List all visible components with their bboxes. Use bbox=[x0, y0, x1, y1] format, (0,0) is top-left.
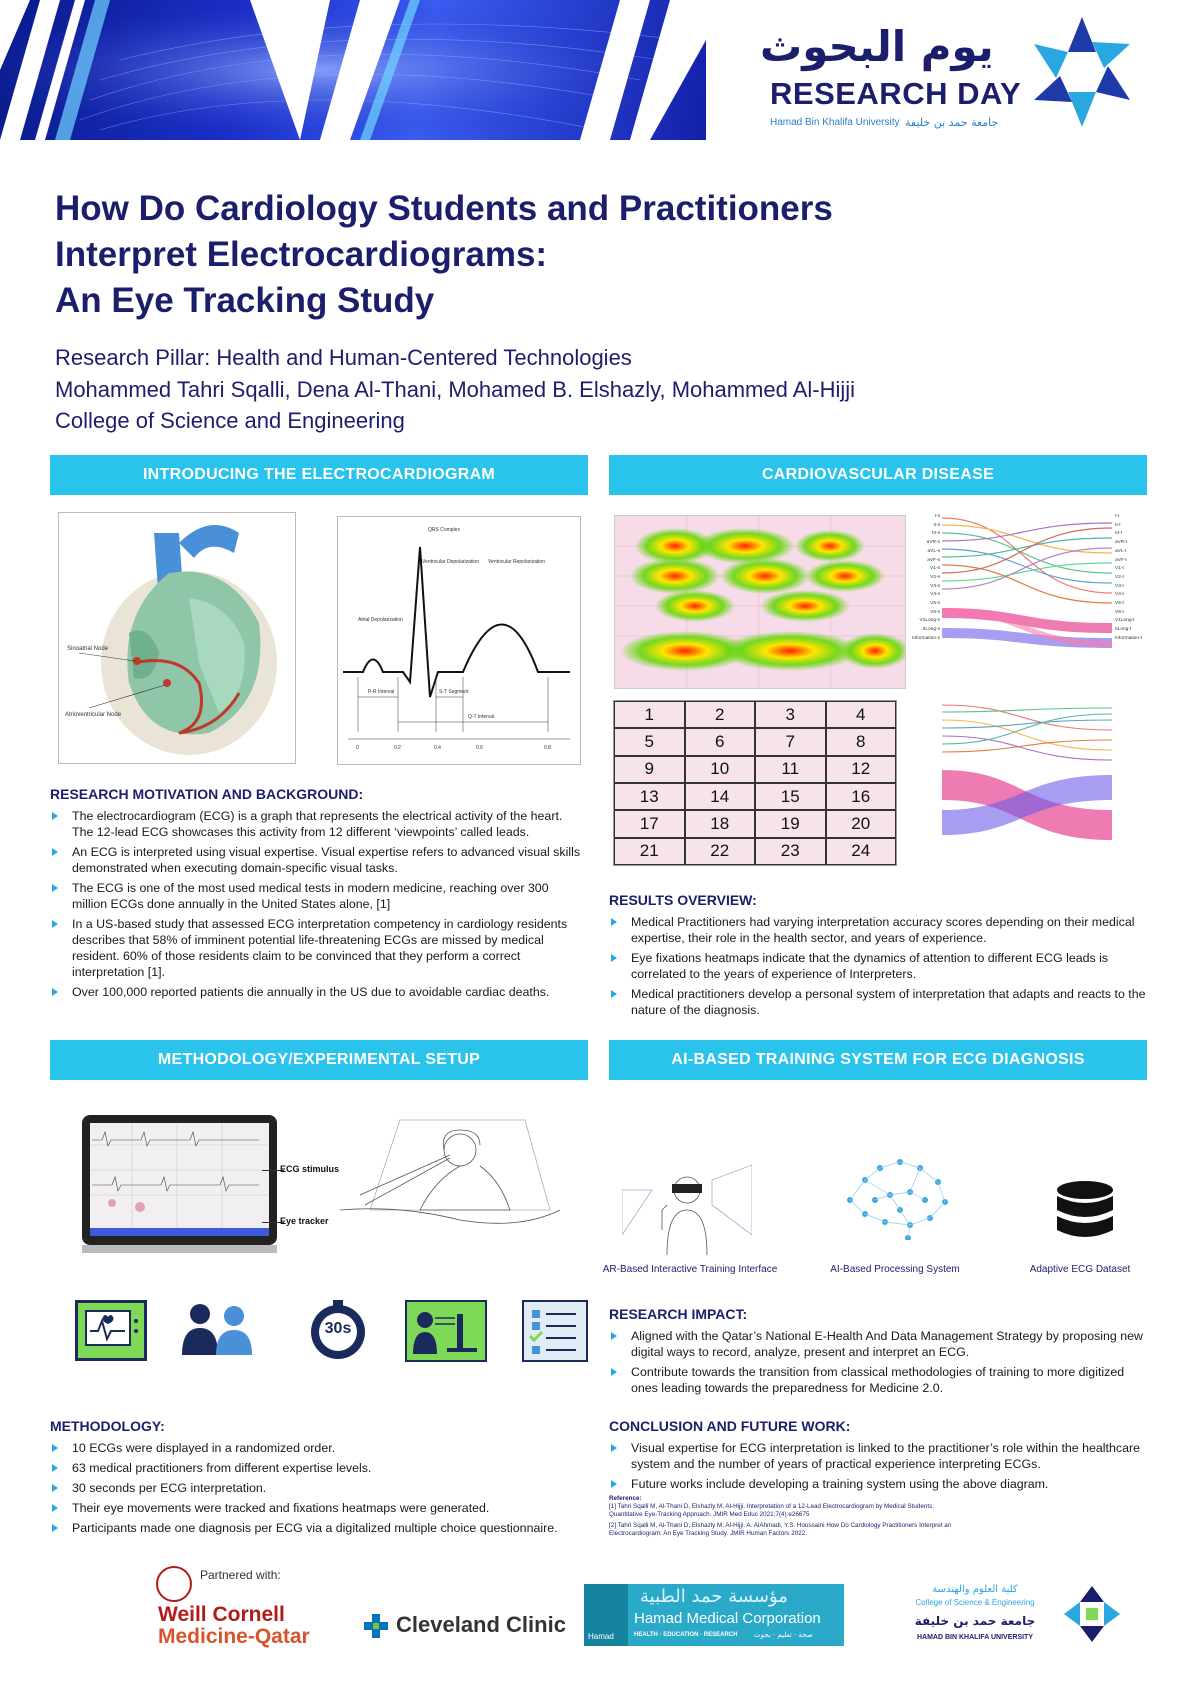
caption-ecg-dataset: Adaptive ECG Dataset bbox=[1029, 1264, 1131, 1275]
database-icon bbox=[1055, 1180, 1115, 1250]
caption-ar-interface: AR-Based Interactive Training Interface bbox=[602, 1264, 778, 1275]
sankey-diagram-bottom bbox=[912, 700, 1148, 850]
results-heading: RESULTS OVERVIEW: bbox=[609, 892, 757, 908]
list-item: The electrocardiogram (ECG) is a graph that represents the electrical activity of the heart. The 12-lead ECG showcases this activity from 12 different ‘viewpoints’ called leads. bbox=[50, 808, 585, 840]
grid-cell: 10 bbox=[685, 756, 756, 783]
label-qt-interval: Q-T Interval bbox=[468, 714, 495, 720]
heart-diagram bbox=[58, 512, 296, 764]
motivation-heading: RESEARCH MOTIVATION AND BACKGROUND: bbox=[50, 786, 364, 802]
sankey-label: V5-t bbox=[1115, 601, 1124, 607]
grid-cell: 14 bbox=[685, 783, 756, 810]
impact-list bbox=[609, 1328, 1149, 1400]
label-pr-interval: P-R Interval bbox=[368, 689, 395, 695]
sankey-label: IILong-s bbox=[922, 627, 940, 633]
grid-cell: 5 bbox=[614, 728, 685, 755]
hmc-logo bbox=[584, 1584, 844, 1646]
sankey-label: II-t bbox=[1115, 522, 1121, 528]
research-day-emblem bbox=[1025, 15, 1140, 130]
research-day-logo-arabic: يوم البحوث bbox=[760, 22, 994, 71]
partnered-label: Partnered with: bbox=[200, 1568, 281, 1582]
list-item: In a US-based study that assessed ECG interpretation competency in cardiology residents describes that 58% of imminent potential life-threatening ECGs are missed by medical resident. 60% of those residents claim to be convinced that they perform a correct interpretation [1]. bbox=[50, 916, 585, 980]
title-line-2: Interpret Electrocardiograms: bbox=[55, 235, 548, 274]
sankey-label: V3-t bbox=[1115, 583, 1124, 589]
cse-arabic: كلية العلوم والهندسة bbox=[932, 1584, 1018, 1595]
sankey-label: aVF-t bbox=[1115, 557, 1127, 563]
grid-cell: 20 bbox=[826, 810, 897, 837]
grid-cell: 15 bbox=[755, 783, 826, 810]
ecg-numbered-grid bbox=[613, 700, 897, 866]
methodology-list bbox=[50, 1440, 600, 1540]
research-pillar: Research Pillar: Health and Human-Centered Technologies bbox=[55, 345, 632, 370]
label-vent-repol: Ventricular Repolarization bbox=[488, 559, 545, 565]
cleveland-clinic-logo: Cleveland Clinic bbox=[396, 1612, 566, 1637]
references bbox=[609, 1495, 959, 1538]
list-item: Eye fixations heatmaps indicate that the dynamics of attention to different ECG leads is correlated to the years of experience of Interpreters. bbox=[609, 950, 1149, 982]
sankey-label: V1Long-t bbox=[1115, 618, 1135, 624]
ecg-monitor-icon bbox=[75, 1300, 147, 1361]
list-item: 10 ECGs were displayed in a randomized order. bbox=[50, 1440, 600, 1456]
authors: Mohammed Tahri Sqalli, Dena Al-Thani, Mohamed B. Elshazly, Mohammed Al-Hijji bbox=[55, 377, 856, 402]
grid-cell: 8 bbox=[826, 728, 897, 755]
title-line-3: An Eye Tracking Study bbox=[55, 281, 435, 320]
grid-cell: 22 bbox=[685, 838, 756, 865]
sankey-label: aVF-s bbox=[927, 557, 940, 563]
hbku-arabic: جامعة حمد بن خليفة bbox=[914, 1614, 1036, 1628]
grid-cell: 17 bbox=[614, 810, 685, 837]
sankey-label: V4-s bbox=[930, 592, 940, 598]
sankey-label: V1Long-s bbox=[919, 618, 940, 624]
sankey-label: Information-s bbox=[912, 635, 940, 641]
weill-cornell-line-1: Weill Cornell bbox=[158, 1603, 285, 1626]
label-eye-tracker: Eye tracker bbox=[280, 1216, 329, 1226]
ecg-wave-diagram bbox=[337, 516, 581, 765]
weill-cornell-logo bbox=[158, 1604, 310, 1648]
cleveland-clinic-icon bbox=[364, 1614, 388, 1638]
results-list bbox=[609, 914, 1149, 1022]
ar-headset-illustration bbox=[622, 1160, 752, 1255]
list-item: 63 medical practitioners from different expertise levels. bbox=[50, 1460, 600, 1476]
axis-tick-0: 0 bbox=[356, 745, 359, 751]
medical-practitioners-icon bbox=[178, 1300, 258, 1355]
sankey-diagram-top bbox=[912, 513, 1148, 655]
sankey-label: V6-s bbox=[930, 609, 940, 615]
sankey-label: V2-s bbox=[930, 574, 940, 580]
label-ecg-stimulus: ECG stimulus bbox=[280, 1164, 340, 1174]
list-item: Over 100,000 reported patients die annually in the US due to avoidable cardiac deaths. bbox=[50, 984, 585, 1000]
hmc-tagline: HEALTH · EDUCATION · RESEARCH bbox=[634, 1632, 738, 1638]
caption-ai-processing: AI-Based Processing System bbox=[830, 1264, 960, 1275]
sankey-label: V3-s bbox=[930, 583, 940, 589]
grid-cell: 6 bbox=[685, 728, 756, 755]
sankey-label: V2-t bbox=[1115, 574, 1124, 580]
hbku-emblem-icon bbox=[1062, 1584, 1122, 1644]
university-name-arabic: جامعة حمد بن خليفة bbox=[905, 116, 999, 129]
axis-tick-2: 0.4 bbox=[434, 745, 441, 751]
sankey-label: III-s bbox=[932, 531, 940, 537]
motivation-list bbox=[50, 808, 585, 1004]
grid-cell: 9 bbox=[614, 756, 685, 783]
grid-cell: 18 bbox=[685, 810, 756, 837]
participant-sketch-image bbox=[340, 1110, 560, 1240]
list-item: Their eye movements were tracked and fixations heatmaps were generated. bbox=[50, 1500, 600, 1516]
research-day-logo: RESEARCH DAY bbox=[770, 76, 1022, 111]
list-item: Visual expertise for ECG interpretation is linked to the practitioner’s role within the healthcare system and the number of years of practical experience interpreting ECGs. bbox=[609, 1440, 1149, 1472]
axis-tick-1: 0.2 bbox=[394, 745, 401, 751]
sankey-label: aVL-t bbox=[1115, 548, 1127, 554]
sankey-label: V1-s bbox=[930, 566, 940, 572]
sankey-label: V6-t bbox=[1115, 609, 1124, 615]
list-item: An ECG is interpreted using visual expertise. Visual expertise refers to advanced visual skills demonstrated when executing domain-specific visual tasks. bbox=[50, 844, 585, 876]
weill-cornell-line-2: Medicine-Qatar bbox=[158, 1625, 310, 1648]
section-header-cvd: CARDIOVASCULAR DISEASE bbox=[609, 455, 1147, 495]
hmc-short-label: Hamad bbox=[588, 1632, 614, 1641]
section-header-methodology: METHODOLOGY/EXPERIMENTAL SETUP bbox=[50, 1040, 588, 1080]
grid-cell: 24 bbox=[826, 838, 897, 865]
header-banner-image bbox=[0, 0, 706, 140]
title-line-1: How Do Cardiology Students and Practitioners bbox=[55, 189, 833, 228]
grid-cell: 1 bbox=[614, 701, 685, 728]
hbku-english: HAMAD BIN KHALIFA UNIVERSITY bbox=[916, 1634, 1034, 1641]
reference-2: [2] Tahri Sqalli M, Al-Thani D, Elshazly M, Al-Hijji. A. AlAhmadi, Y.S. Houssaini How Do Cardiology Practitioners Interpret an Electrocardiogram: An Eye Tracking Study. JMIR Human Factors 2022. bbox=[609, 1522, 952, 1537]
conclusion-list bbox=[609, 1440, 1149, 1496]
axis-tick-3: 0.6 bbox=[476, 745, 483, 751]
grid-cell: 7 bbox=[755, 728, 826, 755]
grid-cell: 3 bbox=[755, 701, 826, 728]
axis-tick-4: 0.8 bbox=[544, 745, 551, 751]
grid-cell: 12 bbox=[826, 756, 897, 783]
impact-heading: RESEARCH IMPACT: bbox=[609, 1306, 748, 1322]
list-item: Medical Practitioners had varying interpretation accuracy scores depending on their medical expertise, their role in the health sector, and years of experience. bbox=[609, 914, 1149, 946]
sankey-label: aVR-t bbox=[1115, 540, 1128, 546]
reference-1: [1] Tahri Sqalli M, Al-Thani D, Elshazly M, Al-Hijji. Interpretation of a 12-Lead Electrocardiogram by Medical Students: Quantitative Eye-Tracking Approach. JMIR Med Educ 2021;7(4):e26675 bbox=[609, 1503, 935, 1518]
ai-brain-icon bbox=[830, 1150, 960, 1240]
sankey-label: aVL-s bbox=[927, 548, 940, 554]
university-name: Hamad Bin Khalifa University bbox=[770, 117, 900, 128]
grid-cell: 4 bbox=[826, 701, 897, 728]
grid-cell: 23 bbox=[755, 838, 826, 865]
list-item: Contribute towards the transition from classical methodologies of training to more digitized ones leading towards the preparedness for Medicine 2.0. bbox=[609, 1364, 1149, 1396]
grid-cell: 13 bbox=[614, 783, 685, 810]
sankey-label: II-s bbox=[933, 522, 940, 528]
list-item: Medical practitioners develop a personal system of interpretation that adapts and reacts to the nature of the diagnosis. bbox=[609, 986, 1149, 1018]
label-av-node: Atrioventricular Node bbox=[65, 712, 122, 718]
label-atrial-depol: Atrial Depolarization bbox=[358, 617, 403, 623]
section-header-intro: INTRODUCING THE ELECTROCARDIOGRAM bbox=[50, 455, 588, 495]
grid-cell: 2 bbox=[685, 701, 756, 728]
questionnaire-icon bbox=[522, 1300, 588, 1362]
list-item: 30 seconds per ECG interpretation. bbox=[50, 1480, 600, 1496]
sankey-label: aVR-s bbox=[926, 540, 940, 546]
grid-cell: 19 bbox=[755, 810, 826, 837]
sankey-label: IILong-t bbox=[1115, 627, 1132, 633]
sankey-label: I-s bbox=[934, 514, 940, 519]
sankey-left-labels bbox=[912, 513, 940, 644]
timer-label: 30s bbox=[324, 1320, 352, 1337]
sankey-label: V5-s bbox=[930, 601, 940, 607]
hmc-tagline-arabic: صحة · تعليم · بحوث bbox=[754, 1631, 813, 1639]
list-item: Future works include developing a training system using the above diagram. bbox=[609, 1476, 1149, 1492]
grid-cell: 21 bbox=[614, 838, 685, 865]
label-sinoatrial: Sinoatrial Node bbox=[67, 646, 109, 652]
sankey-label: Information-t bbox=[1115, 635, 1142, 641]
list-item: Participants made one diagnosis per ECG via a digitalized multiple choice questionnaire. bbox=[50, 1520, 600, 1536]
sankey-right-labels bbox=[1115, 513, 1148, 644]
sankey-label: V1-t bbox=[1115, 566, 1124, 572]
hmc-english: Hamad Medical Corporation bbox=[634, 1610, 821, 1627]
ecg-heatmap-image bbox=[614, 515, 906, 689]
methodology-heading: METHODOLOGY: bbox=[50, 1418, 165, 1434]
eye-tracking-icon bbox=[405, 1300, 487, 1362]
hmc-arabic: مؤسسة حمد الطبية bbox=[640, 1586, 788, 1607]
label-qrs: QRS Complex bbox=[428, 527, 460, 533]
weill-cornell-seal-icon bbox=[156, 1566, 192, 1602]
laptop-setup-image bbox=[82, 1115, 277, 1240]
sankey-label: I-t bbox=[1115, 514, 1120, 519]
label-vent-depol: Ventricular Depolarization bbox=[422, 559, 479, 565]
list-item: Aligned with the Qatar’s National E-Health And Data Management Strategy by proposing new digital ways to record, analyze, present and interpret an ECG. bbox=[609, 1328, 1149, 1360]
label-st-segment: S-T Segment bbox=[439, 689, 469, 695]
grid-cell: 16 bbox=[826, 783, 897, 810]
grid-cell: 11 bbox=[755, 756, 826, 783]
poster-title bbox=[55, 186, 955, 324]
conclusion-heading: CONCLUSION AND FUTURE WORK: bbox=[609, 1418, 851, 1434]
references-heading: Reference: bbox=[609, 1495, 642, 1502]
college: College of Science and Engineering bbox=[55, 408, 405, 433]
sankey-label: V4-t bbox=[1115, 592, 1124, 598]
sankey-label: III-t bbox=[1115, 531, 1122, 537]
list-item: The ECG is one of the most used medical tests in modern medicine, reaching over 300 million ECGs done annually in the United States alone, [1] bbox=[50, 880, 585, 912]
cse-english: College of Science & Engineering bbox=[915, 1598, 1035, 1607]
section-header-ai: AI-BASED TRAINING SYSTEM FOR ECG DIAGNOSIS bbox=[609, 1040, 1147, 1080]
